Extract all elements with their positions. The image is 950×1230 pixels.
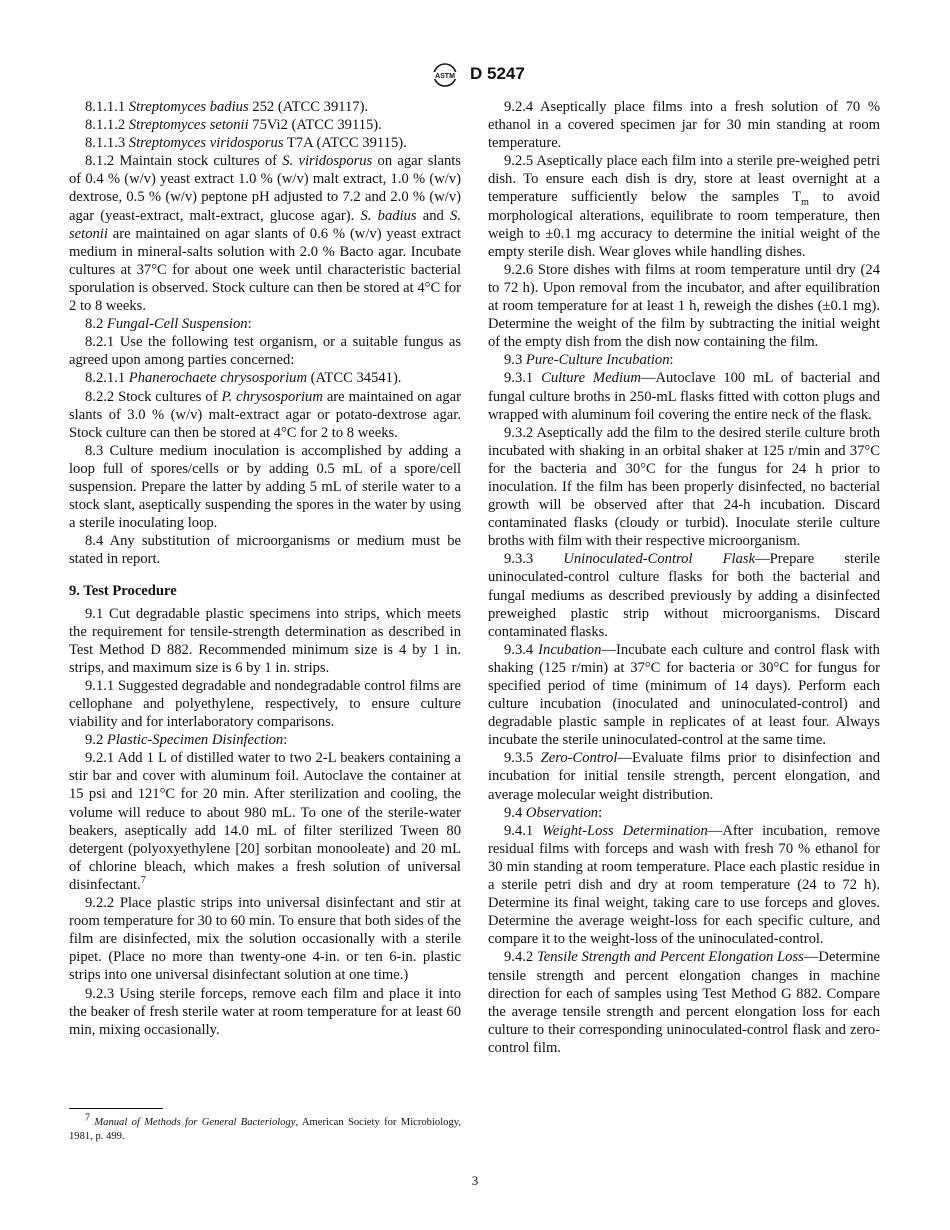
paragraph-8-2-1-1: 8.2.1.1 Phanerochaete chrysosporium (ATCC 34541). <box>85 370 402 387</box>
paragraph-8-1-2: 8.1.2 Maintain stock cultures of S. viridosporus on agar slants of 0.4 % (w/v) yeast extract 1.0 % (w/v) malt extract, 1.0 % (w/v) dextrose, 0.5 % (w/v) peptone pH adjusted to 7.2 and 2.0 % (w/v) agar (yeast-extract, malt-extract, glucose agar). S. badius and S. setonii are maintained on agar slants of 0.6 % (w/v) yeast extract medium in mineral-salts solution with 2.0 % Bacto agar. Incubate cultures at 37°C for about one week until characteristic bacterial sporulation is observed. Stock culture can then be stored at 4°C for 2 to 8 weeks. <box>69 153 461 315</box>
heading-9-4: 9.4 Observation: <box>504 804 603 821</box>
heading-9-3: 9.3 Pure-Culture Incubation: <box>504 352 674 369</box>
heading-8-2: 8.2 Fungal-Cell Suspension: <box>85 316 252 333</box>
svg-text:ASTM: ASTM <box>435 73 455 80</box>
right-column <box>488 98 880 1057</box>
heading-9-2: 9.2 Plastic-Specimen Disinfection: <box>85 732 288 749</box>
page-header <box>0 62 950 88</box>
left-column <box>69 98 461 1039</box>
paragraph-8-2-2: 8.2.2 Stock cultures of P. chrysosporium are maintained on agar slants of 3.0 % (w/v) malt-extract agar or potato-dextrose agar. Stock culture can then be stored at 4°C for 2 to 8 weeks. <box>69 388 461 441</box>
section-heading-9: 9. Test Procedure <box>69 583 177 600</box>
paragraph-9-3-2: 9.3.2 Aseptically add the film to the desired sterile culture broth incubated with shaking in an orbital shaker at 125 r/min and 37°C for the bacteria and 30°C for the fungus for 24 h prior to inoculation. If the film has been properly disinfected, no bacterial growth will be observed after that 24-h incubation. Discard contaminated flasks (cloudy or turbid). Inoculate sterile culture broths with film with their respective microorganism. <box>488 424 880 550</box>
paragraph-9-2-5: 9.2.5 Aseptically place each film into a sterile pre-weighed petri dish. To ensure each dish is dry, store at least overnight at a temperature sufficiently below the samples $T_m$ to avoid morphological alterations, equilibrate to room temperature, then weigh to ±0.1 mg accuracy to determine the initial weight of the empty sterile dish. Wear gloves while handling dishes. <box>488 153 880 260</box>
paragraph-9-2-2: 9.2.2 Place plastic strips into universal disinfectant and stir at room temperature for 30 to 60 min. To ensure that both sides of the film are disinfected, mix the solution occasionally with a sterile pipet. (Place no more than twenty-one 4-in. or ten 6-in. plastic strips into one universal disinfectant solution at one time.) <box>69 895 461 984</box>
paragraph-8-1-1-1: 8.1.1.1 Streptomyces badius 252 (ATCC 39117). <box>85 99 369 115</box>
paragraph-9-2-1: 9.2.1 Add 1 L of distilled water to two 2-L beakers containing a stir bar and cover with aluminum foil. Autoclave the container at 15 psi and 121°C for 20 min. After sterilization and cooling, the volume will reduce to about 980 mL. To one of the sterile-water beakers, aseptically add 14.0 mL of filter sterilized Tween 80 detergent (polyoxyethylene [20] sorbitan monooleate) and 20 mL of chlorine bleach, which makes a fresh solution of universal disinfectant.$^7$ <box>69 750 461 893</box>
paragraph-9-3-5: 9.3.5 Zero-Control—Evaluate films prior to disinfection and incubation for initial tensile strength, percent elongation, and average molecular weight distribution. <box>488 750 880 803</box>
footnote-ref: 7 <box>140 875 146 887</box>
paragraph-9-3-3: 9.3.3 Uninoculated-Control Flask—Prepare sterile uninoculated-control culture flasks for both the bacterial and fungal mediums as described previously by adding a disinfected preweighed plastic strip without microorganisms. Discard contaminated flasks. <box>488 551 881 640</box>
paragraph-9-4-1: 9.4.1 Weight-Loss Determination—After incubation, remove residual films with forceps and wash with fresh 70 % ethanol for 30 min standing at room temperature. Place each plastic residue in a sterile petri dish and dry at room temperature (24 to 72 h). Determine its final weight, taking care to use forceps and gloves. Determine the average weight-loss for each specific culture, and compare it to the weight-loss of the uninoculated-control. <box>488 822 880 948</box>
paragraph-9-3-1: 9.3.1 Culture Medium—Autoclave 100 mL of bacterial and fungal culture broths in 250-mL flasks fitted with cotton plugs and wrapped with aluminum foil covering the entire neck of the flask. <box>488 370 880 423</box>
paragraph-8-2-1: 8.2.1 Use the following test organism, or a suitable fungus as agreed upon among parties concerned: <box>69 334 461 369</box>
paragraph-8-3: 8.3 Culture medium inoculation is accomplished by adding a loop full of spores/cells or by adding 0.5 mL of a spore/cell suspension. Prepare the latter by adding 5 mL of sterile water to a stock slant, aseptically suspending the spores in the water by using a sterile inoculating loop. <box>69 442 461 532</box>
paragraph-9-2-4: 9.2.4 Aseptically place films into a fresh solution of 70 % ethanol in a covered specimen jar for 30 min standing at room temperature. <box>488 99 880 152</box>
paragraph-9-2-3: 9.2.3 Using sterile forceps, remove each film and place it into the beaker of fresh sterile water at room temperature for at least 60 min, mixing occasionally. <box>69 985 461 1038</box>
paragraph-8-1-1-3: 8.1.1.3 Streptomyces viridosporus T7A (ATCC 39115). <box>85 135 407 152</box>
paragraph-8-1-1-2: 8.1.1.2 Streptomyces setonii 75Vi2 (ATCC 39115). <box>85 117 382 134</box>
paragraph-9-1: 9.1 Cut degradable plastic specimens into strips, which meets the requirement for tensile-strength determination as described in Test Method D 882. Recommended minimum size is 4 by 1 in. strips, and maximum size is 6 by 1 in. strips. <box>69 605 461 676</box>
footnote: $^7$ Manual of Methods for General Bacteriology, American Society for Microbiology, 1981, p. 499. <box>69 1112 461 1142</box>
paragraph-9-3-4: 9.3.4 Incubation—Incubate each culture and control flask with shaking (125 r/min) at 37°C for bacteria or 30°C for fungus for specified period of time (minimum of 14 days). Perform each culture incubation (inoculated and uninoculated-control) and degradable plastic sample in replicates of at least four. Always incubate the sterile uninoculated-control at the same time. <box>488 641 880 749</box>
footnote-divider <box>69 1108 163 1109</box>
page-number: 3 <box>471 1173 479 1188</box>
paragraph-8-4: 8.4 Any substitution of microorganisms or medium must be stated in report. <box>69 533 461 568</box>
paragraph-9-1-1: 9.1.1 Suggested degradable and nondegradable control films are cellophane and polyethylene, respectively, to ensure culture viability and for interlaboratory comparisons. <box>69 677 461 731</box>
paragraph-9-4-2: 9.4.2 Tensile Strength and Percent Elongation Loss—Determine tensile strength and percent elongation changes in machine direction for each of samples using Test Method G 882. Compare the average tensile strength and percent elongation loss for each culture to their corresponding uninoculated-control flask and zero-control film. <box>488 949 881 1056</box>
document-designation: D 5247 <box>470 64 525 83</box>
astm-logo <box>426 62 464 88</box>
paragraph-9-2-6: 9.2.6 Store dishes with films at room temperature until dry (24 to 72 h). Upon removal from the incubator, and after equilibration at room temperature for at least 1 h, reweigh the dishes (±0.1 mg). Determine the weight of the film by subtracting the initial weight of the empty dish from the dish now containing the film. <box>488 261 880 351</box>
